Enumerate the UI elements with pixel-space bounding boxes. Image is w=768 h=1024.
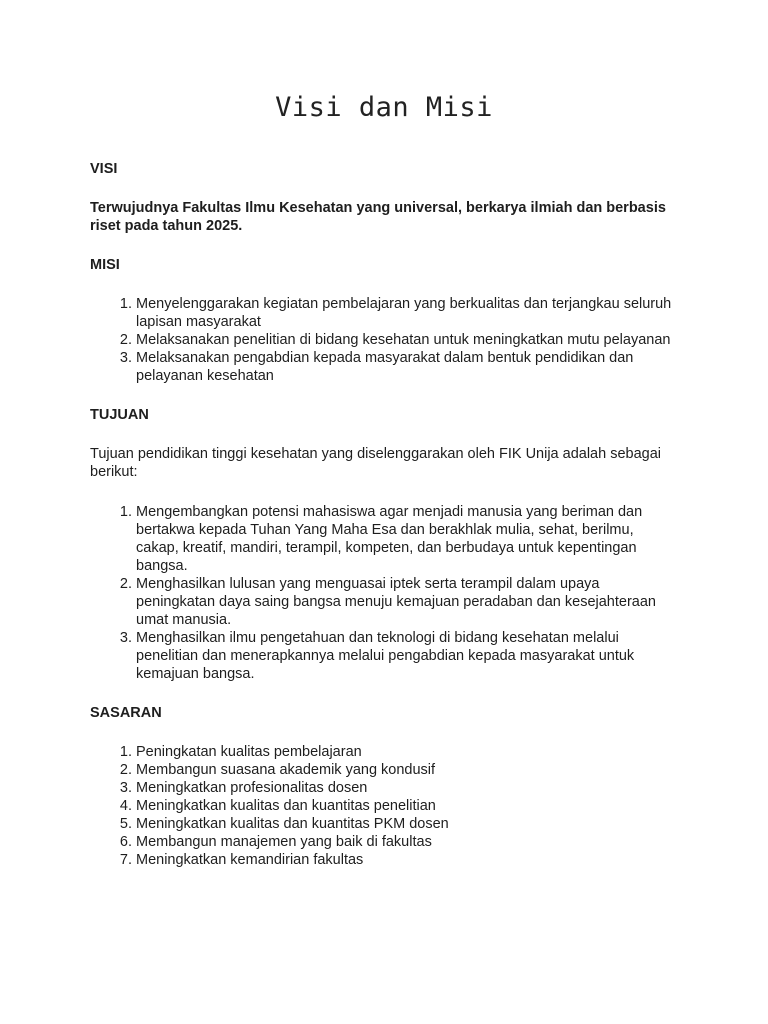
misi-heading: MISI xyxy=(90,257,120,273)
list-item: 3. Menghasilkan ilmu pengetahuan dan teknologi di bidang kesehatan melalui penelitian dan menerapkannya melalui pengabdian kepada masyarakat untuk kemajuan bangsa. xyxy=(136,629,678,683)
tujuan-heading: TUJUAN xyxy=(90,407,149,423)
visi-heading: VISI xyxy=(90,161,118,177)
list-item: 1. Mengembangkan potensi mahasiswa agar menjadi manusia yang beriman dan bertakwa kepada Tuhan Yang Maha Esa dan berakhlak mulia, sehat, berilmu, cakap, kreatif, mandiri, terampil, kompeten, dan berbudaya untuk kepentingan bangsa. xyxy=(136,503,678,575)
visi-text: Terwujudnya Fakultas Ilmu Kesehatan yang universal, berkarya ilmiah dan berbasis riset pada tahun 2025. xyxy=(90,200,666,234)
page-title: Visi dan Misi xyxy=(275,92,493,123)
misi-list xyxy=(90,295,678,385)
list-item: 2. Membangun suasana akademik yang kondusif xyxy=(136,761,678,779)
sasaran-list xyxy=(90,743,678,869)
list-item: 5. Meningkatkan kualitas dan kuantitas PKM dosen xyxy=(136,815,678,833)
list-item: 1. Peningkatan kualitas pembelajaran xyxy=(136,743,678,761)
sasaran-heading: SASARAN xyxy=(90,705,162,721)
list-item: 3. Melaksanakan pengabdian kepada masyarakat dalam bentuk pendidikan dan pelayanan kesehatan xyxy=(136,349,678,385)
list-item: 1. Menyelenggarakan kegiatan pembelajaran yang berkualitas dan terjangkau seluruh lapisan masyarakat xyxy=(136,295,678,331)
list-item: 3. Meningkatkan profesionalitas dosen xyxy=(136,779,678,797)
list-item: 2. Melaksanakan penelitian di bidang kesehatan untuk meningkatkan mutu pelayanan xyxy=(136,331,678,349)
tujuan-list xyxy=(90,503,678,683)
list-item: 4. Meningkatkan kualitas dan kuantitas penelitian xyxy=(136,797,678,815)
list-item: 6. Membangun manajemen yang baik di fakultas xyxy=(136,833,678,851)
list-item: 7. Meningkatkan kemandirian fakultas xyxy=(136,851,678,869)
tujuan-intro: Tujuan pendidikan tinggi kesehatan yang diselenggarakan oleh FIK Unija adalah sebagai berikut: xyxy=(90,446,662,480)
list-item: 2. Menghasilkan lulusan yang menguasai iptek serta terampil dalam upaya peningkatan daya saing bangsa menuju kemajuan peradaban dan kesejahteraan umat manusia. xyxy=(136,575,678,629)
